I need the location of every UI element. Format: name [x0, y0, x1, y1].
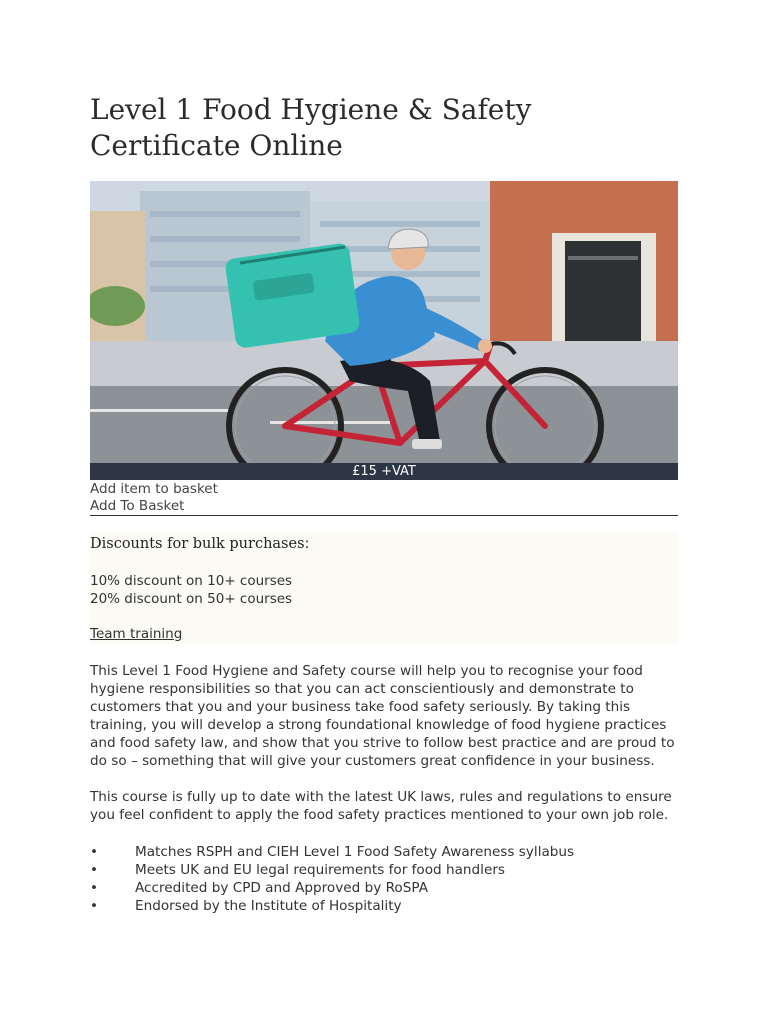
- list-item: [90, 861, 678, 879]
- list-item-text: Meets UK and EU legal requirements for food handlers: [135, 862, 505, 878]
- list-item: [90, 897, 678, 915]
- add-item-label: Add item to basket: [90, 481, 218, 497]
- page-title: Level 1 Food Hygiene & Safety Certificate Online: [90, 93, 532, 162]
- list-item-text: Matches RSPH and CIEH Level 1 Food Safety Awareness syllabus: [135, 844, 575, 860]
- cyclist-courier-icon: [90, 181, 678, 463]
- bullet-icon: •: [90, 880, 99, 896]
- price-bar: £15 +VAT: [90, 463, 678, 480]
- course-description: This Level 1 Food Hygiene and Safety course will help you to recognise your food hygiene responsibilities so that you can act conscientiously and demonstrate to customers that you and your business take food safety seriously. By taking this training, you will develop a strong foundational knowledge of food hygiene practices and food safety law, and show that you strive to follow best practice and are proud to do so – something that will give your customers great confidence in your business.: [90, 663, 675, 769]
- bullet-icon: •: [90, 862, 99, 878]
- feature-list: [90, 843, 678, 915]
- discount-heading-text: Discounts for bulk purchases: [90, 536, 305, 552]
- list-item-text: Accredited by CPD and Approved by RoSPA: [135, 880, 429, 896]
- discount-heading: [90, 536, 309, 552]
- hero-image: [90, 181, 678, 463]
- discount-line-50: 20% discount on 50+ courses: [90, 591, 293, 607]
- team-training-link[interactable]: Team training: [90, 626, 183, 642]
- bullet-icon: •: [90, 844, 99, 860]
- list-item: [90, 879, 678, 897]
- list-item: [90, 843, 678, 861]
- list-item-text: Endorsed by the Institute of Hospitality: [135, 898, 402, 914]
- basket-divider: [90, 515, 678, 516]
- discount-line-10: 10% discount on 10+ courses: [90, 573, 293, 589]
- add-to-basket-button[interactable]: Add To Basket: [90, 498, 185, 514]
- bullet-icon: •: [90, 898, 99, 914]
- course-compliance: This course is fully up to date with the latest UK laws, rules and regulations to ensure you feel confident to apply the food safety practices mentioned to your own job role.: [90, 789, 672, 823]
- discount-heading-colon: :: [304, 536, 310, 552]
